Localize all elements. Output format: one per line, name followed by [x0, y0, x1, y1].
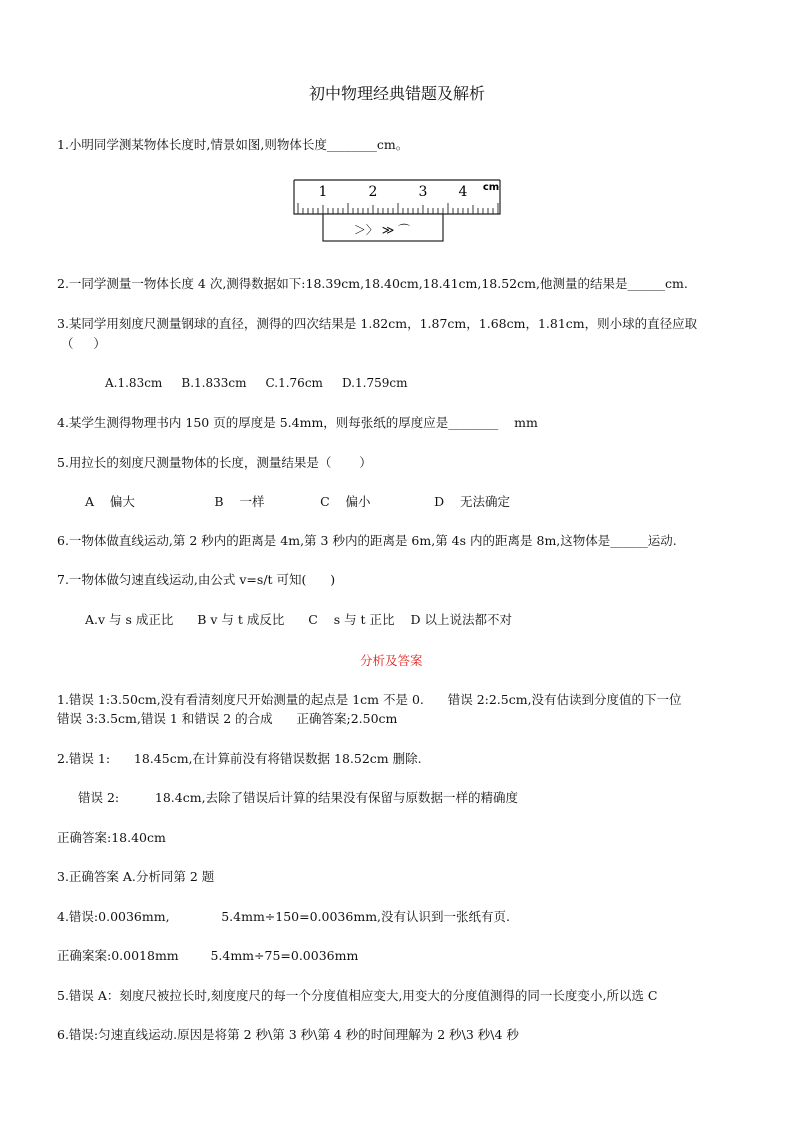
answer-5: 5.错误 A：刻度尺被拉长时,刻度度尺的每一个分度值相应变大,用变大的分度值测得的同一长度变小,所以选 C: [57, 988, 658, 1003]
answer-2-line-2: 错误 2: 18.4cm,去除了错误后计算的结果没有保留与原数据一样的精确度: [78, 790, 519, 805]
answer-2-line-3: 正确答案:18.40cm: [57, 830, 166, 845]
answer-4-line-2: 正确案案:0.0018mm 5.4mm÷75=0.0036mm: [57, 948, 359, 963]
question-5: 5.用拉长的刻度尺测量物体的长度，测量结果是（ ）: [57, 455, 372, 470]
question-2: 2.一同学测量一物体长度 4 次,测得数据如下:18.39cm,18.40cm,18.41cm,18.52cm,他测量的结果是______cm.: [57, 276, 688, 291]
object-marking: ＞〉 ≫ ⌒: [353, 223, 411, 237]
question-7-options: A.v 与 s 成正比 B v 与 t 成反比 C s 与 t 正比 D 以上说法都不对: [85, 612, 512, 627]
question-6: 6.一物体做直线运动,第 2 秒内的距离是 4m,第 3 秒内的距离是 6m,第 4s 内的距离是 8m,这物体是______运动.: [57, 533, 677, 548]
ruler-ticks: [298, 203, 498, 214]
ruler-number-1: 1: [318, 184, 328, 200]
question-4: 4.某学生测得物理书内 150 页的厚度是 5.4mm，则每张纸的厚度应是________ mm: [57, 415, 538, 430]
answer-1-line-1: 1.错误 1:3.50cm,没有看清刻度尺开始测量的起点是 1cm 不是 0. 错误 2:2.5cm,没有估读到分度值的下一位: [57, 692, 682, 707]
question-3-options: A.1.83cm B.1.833cm C.1.76cm D.1.759cm: [105, 376, 408, 390]
question-1: 1.小明同学测某物体长度时,情景如图,则物体长度________cm。: [57, 137, 409, 152]
question-3-line-1: 3.某同学用刻度尺测量钢球的直径，测得的四次结果是 1.82cm，1.87cm，1.68cm，1.81cm，则小球的直径应取: [57, 316, 698, 331]
question-5-options: A 偏大 B 一样 C 偏小 D 无法确定: [85, 494, 511, 509]
ruler-number-4: 4: [458, 184, 468, 200]
answer-3: 3.正确答案 A.分析同第 2 题: [57, 869, 215, 884]
ruler-unit: cm: [482, 182, 500, 193]
ruler-number-2: 2: [368, 184, 378, 200]
question-3-line-2: （ ）: [61, 336, 106, 351]
answer-6: 6.错误:匀速直线运动.原因是将第 2 秒\第 3 秒\第 4 秒的时间理解为 2 秒\3 秒\4 秒: [57, 1027, 519, 1042]
page-title: 初中物理经典错题及解析: [308, 84, 485, 103]
answer-4-line-1: 4.错误:0.0036mm, 5.4mm÷150=0.0036mm,没有认识到一张纸有页.: [57, 909, 510, 924]
ruler-figure: [292, 174, 504, 246]
question-7: 7.一物体做匀速直线运动,由公式 v=s/t 可知( ): [57, 572, 336, 587]
answer-2-line-1: 2.错误 1: 18.45cm,在计算前没有将错误数据 18.52cm 删除.: [57, 751, 422, 766]
answer-1-line-2: 错误 3:3.5cm,错误 1 和错误 2 的合成 正确答案;2.50cm: [57, 711, 398, 726]
ruler-number-3: 3: [418, 184, 428, 200]
answers-heading: 分析及答案: [360, 653, 423, 668]
